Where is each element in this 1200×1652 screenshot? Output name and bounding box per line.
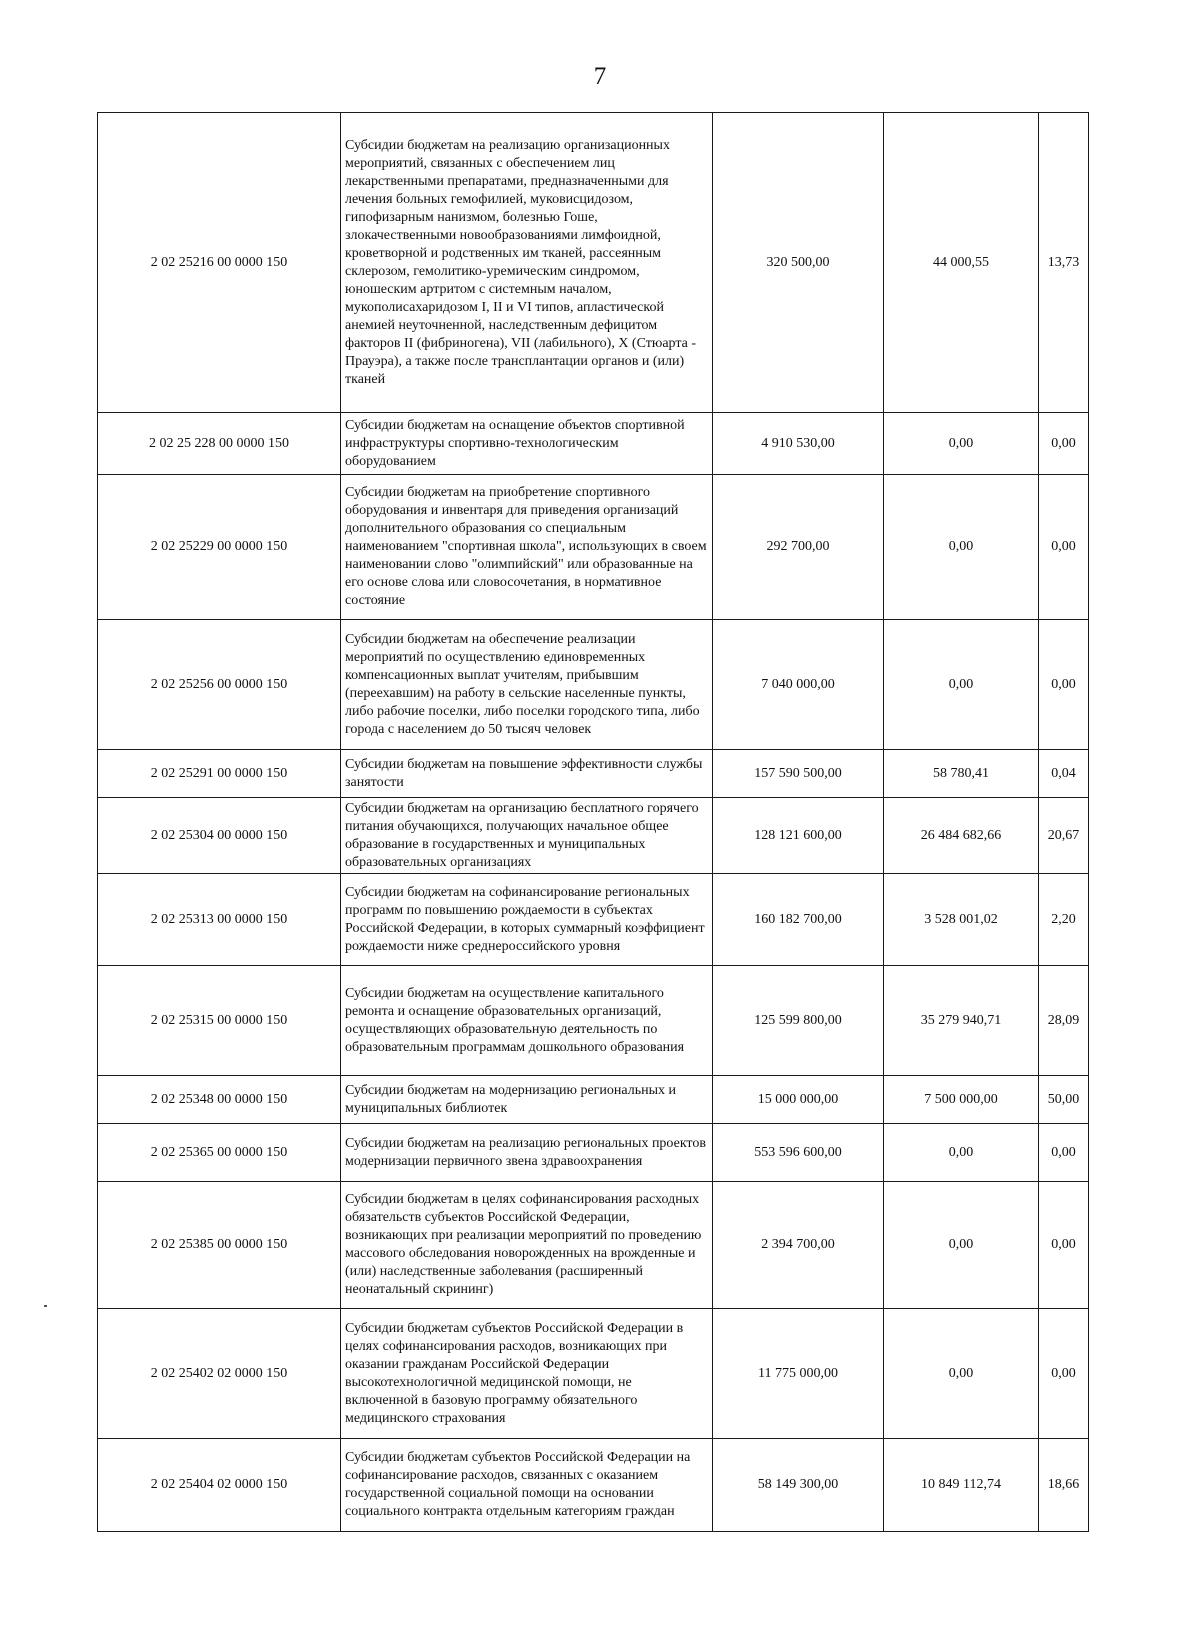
budget-code-cell: 2 02 25385 00 0000 150: [98, 1182, 341, 1309]
fact-amount-cell: 0,00: [884, 1309, 1039, 1439]
plan-amount-cell: 128 121 600,00: [713, 798, 884, 874]
table-row: [98, 750, 1089, 798]
table-row: [98, 966, 1089, 1076]
table-row: [98, 874, 1089, 966]
fact-amount-cell: 35 279 940,71: [884, 966, 1039, 1076]
description-cell: Субсидии бюджетам на реализацию организационных мероприятий, связанных с обеспечением лиц лекарственными препаратами, предназначенными для лечения больных гемофилией, муковисцидозом, гипофизарным нанизмом, болезнью Гоше, злокачественными новообразованиями лимфоидной, кроветворной и родственных им тканей, рассеянным склерозом, гемолитико-уремическим синдромом, юношеским артритом с системным началом, мукополисахаридозом I, II и VI типов, апластической анемией неуточненной, наследственным дефицитом факторов II (фибриногена), VII (лабильного), X (Стюарта - Прауэра), а также после трансплантации органов и (или) тканей: [341, 113, 713, 413]
percent-cell: 28,09: [1039, 966, 1089, 1076]
budget-code-cell: 2 02 25291 00 0000 150: [98, 750, 341, 798]
page-number: 7: [593, 63, 607, 90]
table-row: [98, 475, 1089, 620]
percent-cell: 18,66: [1039, 1439, 1089, 1532]
description-cell: Субсидии бюджетам на софинансирование региональных программ по повышению рождаемости в субъектах Российской Федерации, в которых суммарный коэффициент рождаемости ниже среднероссийского уровня: [341, 874, 713, 966]
fact-amount-cell: 7 500 000,00: [884, 1076, 1039, 1124]
description-cell: Субсидии бюджетам субъектов Российской Федерации на софинансирование расходов, связанных с оказанием государственной социальной помощи на основании социального контракта отдельным категориям граждан: [341, 1439, 713, 1532]
budget-code-cell: 2 02 25313 00 0000 150: [98, 874, 341, 966]
table-row: [98, 413, 1089, 475]
plan-amount-cell: 7 040 000,00: [713, 620, 884, 750]
budget-code-cell: 2 02 25216 00 0000 150: [98, 113, 341, 413]
plan-amount-cell: 320 500,00: [713, 113, 884, 413]
plan-amount-cell: 11 775 000,00: [713, 1309, 884, 1439]
budget-code-cell: 2 02 25348 00 0000 150: [98, 1076, 341, 1124]
percent-cell: 0,00: [1039, 620, 1089, 750]
budget-code-cell: 2 02 25402 02 0000 150: [98, 1309, 341, 1439]
description-cell: Субсидии бюджетам на модернизацию региональных и муниципальных библиотек: [341, 1076, 713, 1124]
plan-amount-cell: 292 700,00: [713, 475, 884, 620]
fact-amount-cell: 0,00: [884, 413, 1039, 475]
description-cell: Субсидии бюджетам на организацию бесплатного горячего питания обучающихся, получающих начальное общее образование в государственных и муниципальных образовательных организациях: [341, 798, 713, 874]
fact-amount-cell: 26 484 682,66: [884, 798, 1039, 874]
budget-table-body: [98, 113, 1089, 1532]
fact-amount-cell: 58 780,41: [884, 750, 1039, 798]
percent-cell: 0,00: [1039, 475, 1089, 620]
description-cell: Субсидии бюджетам в целях софинансирования расходных обязательств субъектов Российской Федерации, возникающих при реализации мероприятий по проведению массового обследования новорожденных на врожденные и (или) наследственные заболевания (расширенный неонатальный скрининг): [341, 1182, 713, 1309]
fact-amount-cell: 0,00: [884, 620, 1039, 750]
table-row: [98, 620, 1089, 750]
fact-amount-cell: 3 528 001,02: [884, 874, 1039, 966]
percent-cell: 50,00: [1039, 1076, 1089, 1124]
fact-amount-cell: 0,00: [884, 1124, 1039, 1182]
description-cell: Субсидии бюджетам на оснащение объектов спортивной инфраструктуры спортивно-технологическим оборудованием: [341, 413, 713, 475]
table-row: [98, 798, 1089, 874]
plan-amount-cell: 160 182 700,00: [713, 874, 884, 966]
table-row: [98, 1439, 1089, 1532]
budget-code-cell: 2 02 25365 00 0000 150: [98, 1124, 341, 1182]
plan-amount-cell: 125 599 800,00: [713, 966, 884, 1076]
fact-amount-cell: 44 000,55: [884, 113, 1039, 413]
percent-cell: 0,04: [1039, 750, 1089, 798]
description-cell: Субсидии бюджетам субъектов Российской Федерации в целях софинансирования расходов, возникающих при оказании гражданам Российской Федерации высокотехнологичной медицинской помощи, не включенной в базовую программу обязательного медицинского страхования: [341, 1309, 713, 1439]
plan-amount-cell: 15 000 000,00: [713, 1076, 884, 1124]
description-cell: Субсидии бюджетам на обеспечение реализации мероприятий по осуществлению единовременных компенсационных выплат учителям, прибывшим (переехавшим) на работу в сельские населенные пункты, либо рабочие поселки, либо поселки городского типа, либо города с населением до 50 тысяч человек: [341, 620, 713, 750]
plan-amount-cell: 553 596 600,00: [713, 1124, 884, 1182]
description-cell: Субсидии бюджетам на повышение эффективности службы занятости: [341, 750, 713, 798]
plan-amount-cell: 58 149 300,00: [713, 1439, 884, 1532]
budget-code-cell: 2 02 25315 00 0000 150: [98, 966, 341, 1076]
budget-code-cell: 2 02 25229 00 0000 150: [98, 475, 341, 620]
budget-code-cell: 2 02 25256 00 0000 150: [98, 620, 341, 750]
budget-code-cell: 2 02 25 228 00 0000 150: [98, 413, 341, 475]
table-row: [98, 113, 1089, 413]
table-row: [98, 1124, 1089, 1182]
table-row: [98, 1182, 1089, 1309]
percent-cell: 13,73: [1039, 113, 1089, 413]
scan-speck: [44, 1305, 47, 1307]
budget-table: [97, 112, 1089, 1532]
description-cell: Субсидии бюджетам на реализацию региональных проектов модернизации первичного звена здравоохранения: [341, 1124, 713, 1182]
percent-cell: 0,00: [1039, 1124, 1089, 1182]
budget-code-cell: 2 02 25304 00 0000 150: [98, 798, 341, 874]
percent-cell: 0,00: [1039, 1182, 1089, 1309]
fact-amount-cell: 10 849 112,74: [884, 1439, 1039, 1532]
plan-amount-cell: 157 590 500,00: [713, 750, 884, 798]
percent-cell: 2,20: [1039, 874, 1089, 966]
fact-amount-cell: 0,00: [884, 475, 1039, 620]
table-row: [98, 1309, 1089, 1439]
budget-code-cell: 2 02 25404 02 0000 150: [98, 1439, 341, 1532]
percent-cell: 20,67: [1039, 798, 1089, 874]
table-row: [98, 1076, 1089, 1124]
description-cell: Субсидии бюджетам на осуществление капитального ремонта и оснащение образовательных организаций, осуществляющих образовательную деятельность по образовательным программам дошкольного образования: [341, 966, 713, 1076]
plan-amount-cell: 2 394 700,00: [713, 1182, 884, 1309]
fact-amount-cell: 0,00: [884, 1182, 1039, 1309]
percent-cell: 0,00: [1039, 1309, 1089, 1439]
percent-cell: 0,00: [1039, 413, 1089, 475]
plan-amount-cell: 4 910 530,00: [713, 413, 884, 475]
description-cell: Субсидии бюджетам на приобретение спортивного оборудования и инвентаря для приведения организаций дополнительного образования со специальным наименованием "спортивная школа", использующих в своем наименовании слово "олимпийский" или образованные на его основе слова или словосочетания, в нормативное состояние: [341, 475, 713, 620]
